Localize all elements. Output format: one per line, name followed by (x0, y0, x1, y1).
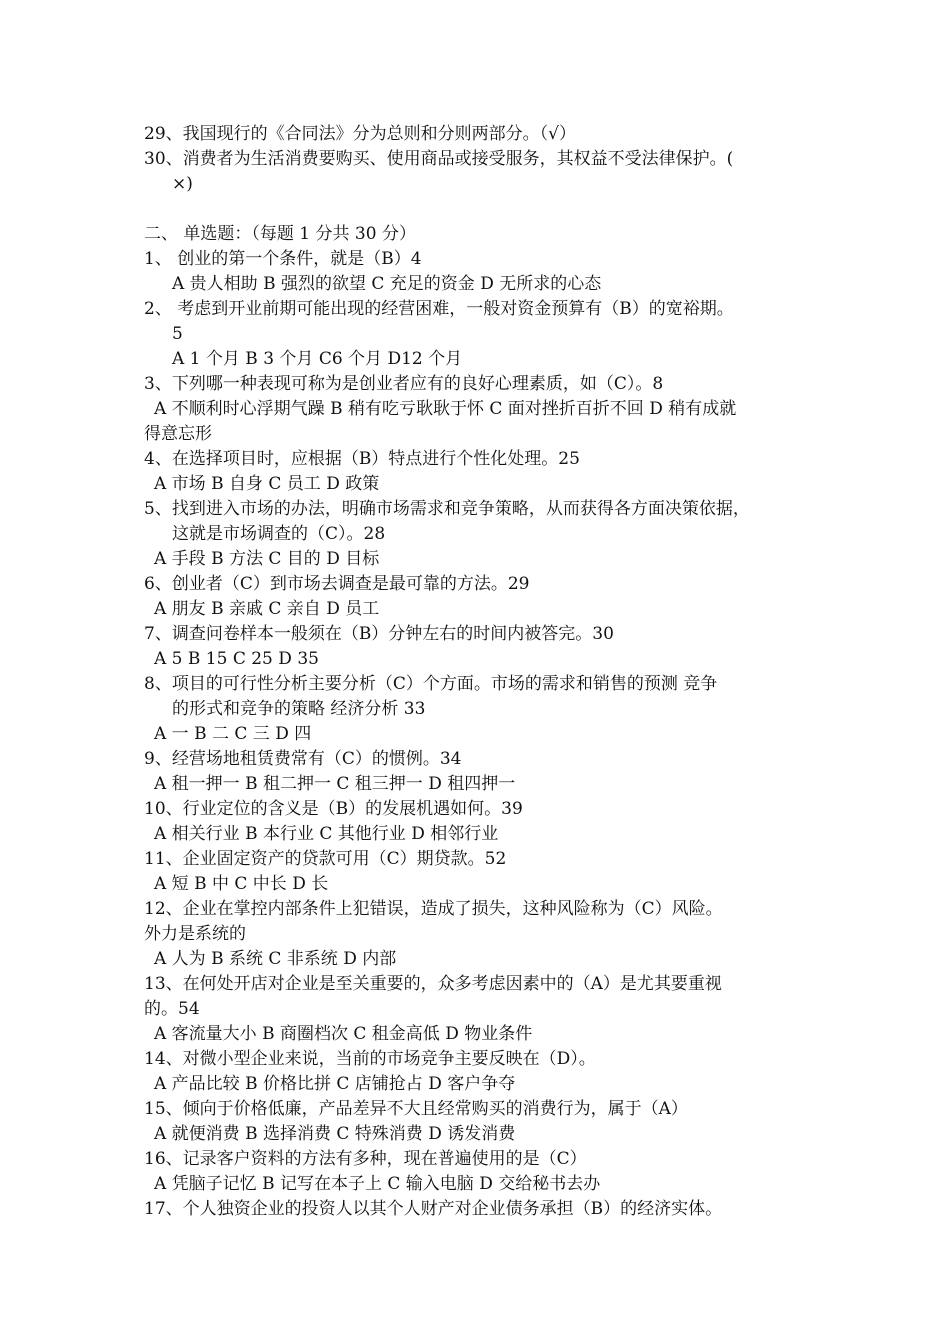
question-5-cont: 这就是市场调查的（C）。28 (172, 524, 386, 544)
question-30: 30、消费者为生活消费要购买、使用商品或接受服务，其权益不受法律保护。( (144, 149, 734, 169)
question-30-answer: ×) (172, 174, 193, 194)
question-15: 15、倾向于价格低廉，产品差异不大且经常购买的消费行为，属于（A） (144, 1099, 688, 1119)
options-16: A 凭脑子记忆 B 记写在本子上 C 输入电脑 D 交给秘书去办 (154, 1174, 601, 1194)
options-3-cont: 得意忘形 (144, 424, 212, 444)
question-11: 11、企业固定资产的贷款可用（C）期贷款。52 (144, 849, 507, 869)
options-12: A 人为 B 系统 C 非系统 D 内部 (154, 949, 397, 969)
options-3: A 不顺利时心浮期气躁 B 稍有吃亏耿耿于怀 C 面对挫折百折不回 D 稍有成就 (154, 399, 737, 419)
options-8: A 一 B 二 C 三 D 四 (154, 724, 312, 744)
options-13: A 客流量大小 B 商圈档次 C 租金高低 D 物业条件 (154, 1024, 533, 1044)
question-13: 13、在何处开店对企业是至关重要的，众多考虑因素中的（A）是尤其要重视 (144, 974, 722, 994)
question-12-cont: 外力是系统的 (144, 924, 246, 944)
question-2-cont: 5 (172, 324, 183, 344)
question-4: 4、在选择项目时，应根据（B）特点进行个性化处理。25 (144, 449, 580, 469)
question-6: 6、创业者（C）到市场去调查是最可靠的方法。29 (144, 574, 530, 594)
question-9: 9、经营场地租赁费常有（C）的惯例。34 (144, 749, 462, 769)
question-10: 10、行业定位的含义是（B）的发展机遇如何。39 (144, 799, 523, 819)
question-12: 12、企业在掌控内部条件上犯错误，造成了损失，这种风险称为（C）风险。 (144, 899, 723, 919)
options-5: A 手段 B 方法 C 目的 D 目标 (154, 549, 380, 569)
options-14: A 产品比较 B 价格比拼 C 店铺抢占 D 客户争夺 (154, 1074, 516, 1094)
question-3: 3、下列哪一种表现可称为是创业者应有的良好心理素质，如（C）。8 (144, 374, 664, 394)
question-8-cont: 的形式和竞争的策略 经济分析 33 (172, 699, 426, 719)
options-7: A 5 B 15 C 25 D 35 (154, 649, 319, 669)
question-16: 16、记录客户资料的方法有多种，现在普遍使用的是（C） (144, 1149, 587, 1169)
options-1: A 贵人相助 B 强烈的欲望 C 充足的资金 D 无所求的心态 (172, 274, 602, 294)
question-8: 8、项目的可行性分析主要分析（C）个方面。市场的需求和销售的预测 竞争 (144, 674, 718, 694)
document-body (144, 122, 824, 1222)
question-2: 2、 考虑到开业前期可能出现的经营困难，一般对资金预算有（B）的宽裕期。 (144, 299, 734, 319)
options-11: A 短 B 中 C 中长 D 长 (154, 874, 329, 894)
options-10: A 相关行业 B 本行业 C 其他行业 D 相邻行业 (154, 824, 499, 844)
options-2: A 1 个月 B 3 个月 C6 个月 D12 个月 (172, 349, 463, 369)
options-6: A 朋友 B 亲戚 C 亲自 D 员工 (154, 599, 380, 619)
question-13-cont: 的。54 (144, 999, 200, 1019)
options-9: A 租一押一 B 租二押一 C 租三押一 D 租四押一 (154, 774, 516, 794)
question-1: 1、 创业的第一个条件，就是（B）4 (144, 249, 422, 269)
options-4: A 市场 B 自身 C 员工 D 政策 (154, 474, 380, 494)
question-17: 17、个人独资企业的投资人以其个人财产对企业债务承担（B）的经济实体。 (144, 1199, 723, 1219)
question-14: 14、对微小型企业来说，当前的市场竞争主要反映在（D）。 (144, 1049, 596, 1069)
options-15: A 就便消费 B 选择消费 C 特殊消费 D 诱发消费 (154, 1124, 516, 1144)
question-5: 5、找到进入市场的办法，明确市场需求和竞争策略，从而获得各方面决策依据， (144, 499, 750, 519)
section-title: 二、 单选题：（每题 1 分共 30 分） (144, 224, 416, 244)
question-29: 29、我国现行的《合同法》分为总则和分则两部分。（√） (144, 124, 576, 144)
spacer (144, 197, 824, 222)
question-7: 7、调查问卷样本一般须在（B）分钟左右的时间内被答完。30 (144, 624, 614, 644)
